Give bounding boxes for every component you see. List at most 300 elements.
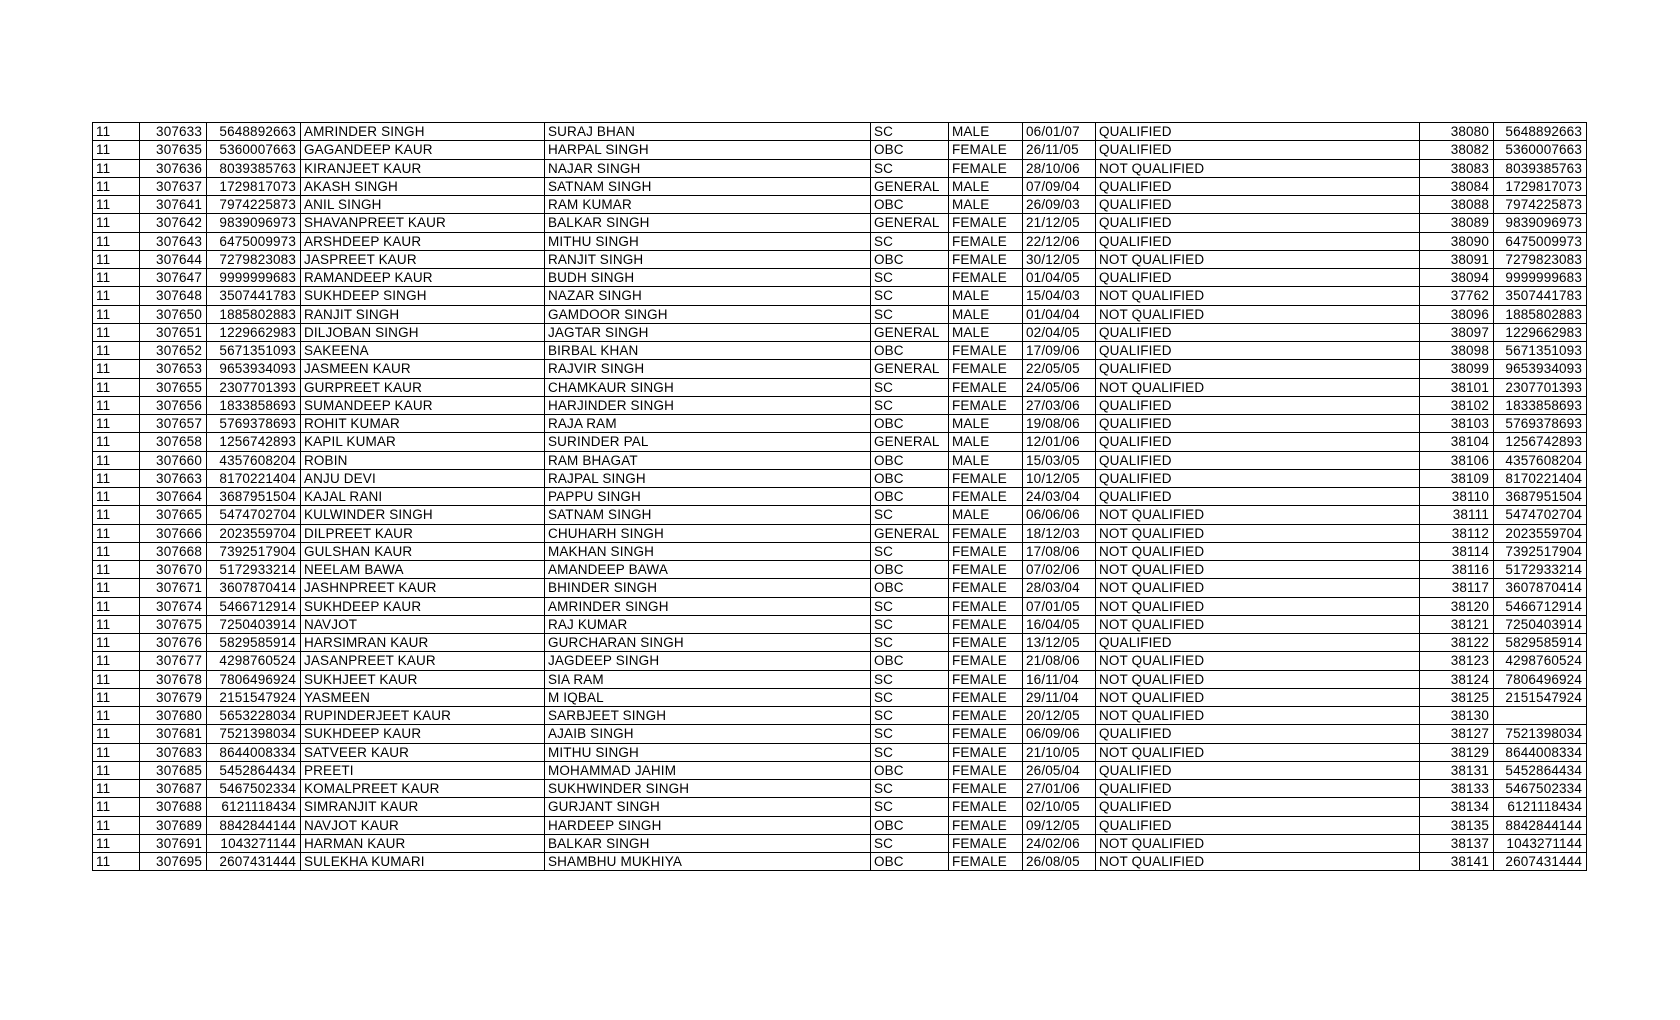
date-of-birth-cell: 19/08/06 xyxy=(1023,415,1096,433)
student-name-cell: SAKEENA xyxy=(301,342,545,360)
date-of-birth-cell: 24/02/06 xyxy=(1023,834,1096,852)
result-status-cell: QUALIFIED xyxy=(1096,323,1420,341)
district-code-cell: 11 xyxy=(93,506,140,524)
table-row xyxy=(93,761,1587,779)
registration-number-cell: 5360007663 xyxy=(207,141,301,159)
serial-number-cell: 38090 xyxy=(1420,232,1494,250)
category-cell: OBC xyxy=(871,196,949,214)
gender-cell: MALE xyxy=(949,177,1023,195)
father-name-cell: JAGTAR SINGH xyxy=(545,323,871,341)
student-name-cell: PREETI xyxy=(301,761,545,779)
serial-number-cell: 37762 xyxy=(1420,287,1494,305)
registration-number-cell: 5769378693 xyxy=(207,415,301,433)
student-name-cell: SUKHDEEP KAUR xyxy=(301,725,545,743)
category-cell: SC xyxy=(871,232,949,250)
result-status-cell: NOT QUALIFIED xyxy=(1096,159,1420,177)
district-code-cell: 11 xyxy=(93,707,140,725)
result-status-cell: QUALIFIED xyxy=(1096,360,1420,378)
student-name-cell: SHAVANPREET KAUR xyxy=(301,214,545,232)
registration-number-cell: 6475009973 xyxy=(207,232,301,250)
category-cell: OBC xyxy=(871,561,949,579)
table-row xyxy=(93,798,1587,816)
result-status-cell: NOT QUALIFIED xyxy=(1096,542,1420,560)
roll-number-cell: 307680 xyxy=(140,707,207,725)
district-code-cell: 11 xyxy=(93,579,140,597)
registration-number-cell: 1229662983 xyxy=(207,323,301,341)
result-status-cell: NOT QUALIFIED xyxy=(1096,305,1420,323)
date-of-birth-cell: 06/09/06 xyxy=(1023,725,1096,743)
gender-cell: FEMALE xyxy=(949,342,1023,360)
roll-number-cell: 307643 xyxy=(140,232,207,250)
serial-number-cell: 38131 xyxy=(1420,761,1494,779)
student-name-cell: SULEKHA KUMARI xyxy=(301,853,545,871)
registration-number-repeat-cell: 5671351093 xyxy=(1494,342,1587,360)
registration-number-repeat-cell: 7279823083 xyxy=(1494,250,1587,268)
district-code-cell: 11 xyxy=(93,451,140,469)
roll-number-cell: 307652 xyxy=(140,342,207,360)
result-status-cell: QUALIFIED xyxy=(1096,415,1420,433)
result-status-cell: NOT QUALIFIED xyxy=(1096,688,1420,706)
roll-number-cell: 307675 xyxy=(140,615,207,633)
student-name-cell: SUKHDEEP KAUR xyxy=(301,597,545,615)
serial-number-cell: 38101 xyxy=(1420,378,1494,396)
registration-number-cell: 5474702704 xyxy=(207,506,301,524)
gender-cell: FEMALE xyxy=(949,469,1023,487)
table-row xyxy=(93,853,1587,871)
result-status-cell: NOT QUALIFIED xyxy=(1096,670,1420,688)
student-name-cell: DILJOBAN SINGH xyxy=(301,323,545,341)
registration-number-cell: 7806496924 xyxy=(207,670,301,688)
result-status-cell: NOT QUALIFIED xyxy=(1096,743,1420,761)
date-of-birth-cell: 15/03/05 xyxy=(1023,451,1096,469)
serial-number-cell: 38121 xyxy=(1420,615,1494,633)
date-of-birth-cell: 13/12/05 xyxy=(1023,634,1096,652)
category-cell: OBC xyxy=(871,488,949,506)
serial-number-cell: 38129 xyxy=(1420,743,1494,761)
roll-number-cell: 307685 xyxy=(140,761,207,779)
table-row xyxy=(93,378,1587,396)
serial-number-cell: 38123 xyxy=(1420,652,1494,670)
district-code-cell: 11 xyxy=(93,287,140,305)
registration-number-cell: 5829585914 xyxy=(207,634,301,652)
gender-cell: FEMALE xyxy=(949,652,1023,670)
student-name-cell: ANIL SINGH xyxy=(301,196,545,214)
serial-number-cell: 38106 xyxy=(1420,451,1494,469)
date-of-birth-cell: 27/01/06 xyxy=(1023,780,1096,798)
table-row xyxy=(93,342,1587,360)
registration-number-cell: 8644008334 xyxy=(207,743,301,761)
serial-number-cell: 38114 xyxy=(1420,542,1494,560)
date-of-birth-cell: 26/09/03 xyxy=(1023,196,1096,214)
table-row xyxy=(93,597,1587,615)
district-code-cell: 11 xyxy=(93,725,140,743)
roll-number-cell: 307674 xyxy=(140,597,207,615)
district-code-cell: 11 xyxy=(93,141,140,159)
result-status-cell: QUALIFIED xyxy=(1096,725,1420,743)
father-name-cell: BUDH SINGH xyxy=(545,269,871,287)
gender-cell: FEMALE xyxy=(949,834,1023,852)
date-of-birth-cell: 17/08/06 xyxy=(1023,542,1096,560)
gender-cell: MALE xyxy=(949,123,1023,141)
gender-cell: FEMALE xyxy=(949,725,1023,743)
table-row xyxy=(93,834,1587,852)
district-code-cell: 11 xyxy=(93,250,140,268)
registration-number-repeat-cell: 8039385763 xyxy=(1494,159,1587,177)
father-name-cell: HARPAL SINGH xyxy=(545,141,871,159)
roll-number-cell: 307650 xyxy=(140,305,207,323)
registration-number-cell: 7974225873 xyxy=(207,196,301,214)
student-name-cell: SUMANDEEP KAUR xyxy=(301,396,545,414)
serial-number-cell: 38112 xyxy=(1420,524,1494,542)
table-row xyxy=(93,433,1587,451)
result-status-cell: QUALIFIED xyxy=(1096,816,1420,834)
registration-number-cell: 9839096973 xyxy=(207,214,301,232)
father-name-cell: JAGDEEP SINGH xyxy=(545,652,871,670)
student-name-cell: ROHIT KUMAR xyxy=(301,415,545,433)
registration-number-repeat-cell: 9839096973 xyxy=(1494,214,1587,232)
district-code-cell: 11 xyxy=(93,597,140,615)
category-cell: SC xyxy=(871,688,949,706)
roll-number-cell: 307660 xyxy=(140,451,207,469)
student-name-cell: SATVEER KAUR xyxy=(301,743,545,761)
registration-number-repeat-cell: 7974225873 xyxy=(1494,196,1587,214)
table-row xyxy=(93,451,1587,469)
category-cell: SC xyxy=(871,506,949,524)
registration-number-repeat-cell: 5474702704 xyxy=(1494,506,1587,524)
table-row xyxy=(93,159,1587,177)
table-row xyxy=(93,415,1587,433)
father-name-cell: BIRBAL KHAN xyxy=(545,342,871,360)
district-code-cell: 11 xyxy=(93,798,140,816)
serial-number-cell: 38141 xyxy=(1420,853,1494,871)
gender-cell: FEMALE xyxy=(949,360,1023,378)
table-row xyxy=(93,141,1587,159)
roll-number-cell: 307663 xyxy=(140,469,207,487)
category-cell: SC xyxy=(871,615,949,633)
registration-number-cell: 2607431444 xyxy=(207,853,301,871)
roll-number-cell: 307657 xyxy=(140,415,207,433)
category-cell: OBC xyxy=(871,141,949,159)
category-cell: OBC xyxy=(871,816,949,834)
registration-number-cell: 5648892663 xyxy=(207,123,301,141)
student-name-cell: NAVJOT xyxy=(301,615,545,633)
date-of-birth-cell: 01/04/05 xyxy=(1023,269,1096,287)
father-name-cell: HARJINDER SINGH xyxy=(545,396,871,414)
roll-number-cell: 307666 xyxy=(140,524,207,542)
date-of-birth-cell: 16/04/05 xyxy=(1023,615,1096,633)
father-name-cell: HARDEEP SINGH xyxy=(545,816,871,834)
registration-number-cell: 2307701393 xyxy=(207,378,301,396)
result-status-cell: QUALIFIED xyxy=(1096,232,1420,250)
roll-number-cell: 307644 xyxy=(140,250,207,268)
serial-number-cell: 38116 xyxy=(1420,561,1494,579)
student-name-cell: JASANPREET KAUR xyxy=(301,652,545,670)
result-status-cell: QUALIFIED xyxy=(1096,451,1420,469)
table-row xyxy=(93,634,1587,652)
father-name-cell: SATNAM SINGH xyxy=(545,506,871,524)
registration-number-repeat-cell: 1229662983 xyxy=(1494,323,1587,341)
father-name-cell: MOHAMMAD JAHIM xyxy=(545,761,871,779)
registration-number-repeat-cell: 6121118434 xyxy=(1494,798,1587,816)
registration-number-cell: 7250403914 xyxy=(207,615,301,633)
gender-cell: FEMALE xyxy=(949,250,1023,268)
table-row xyxy=(93,707,1587,725)
serial-number-cell: 38111 xyxy=(1420,506,1494,524)
gender-cell: FEMALE xyxy=(949,597,1023,615)
result-status-cell: QUALIFIED xyxy=(1096,798,1420,816)
result-status-cell: QUALIFIED xyxy=(1096,469,1420,487)
table-row xyxy=(93,196,1587,214)
serial-number-cell: 38094 xyxy=(1420,269,1494,287)
father-name-cell: AMANDEEP BAWA xyxy=(545,561,871,579)
district-code-cell: 11 xyxy=(93,214,140,232)
serial-number-cell: 38120 xyxy=(1420,597,1494,615)
student-name-cell: DILPREET KAUR xyxy=(301,524,545,542)
registration-number-repeat-cell: 8170221404 xyxy=(1494,469,1587,487)
category-cell: SC xyxy=(871,634,949,652)
registration-number-repeat-cell: 1729817073 xyxy=(1494,177,1587,195)
father-name-cell: CHAMKAUR SINGH xyxy=(545,378,871,396)
father-name-cell: NAJAR SINGH xyxy=(545,159,871,177)
result-status-cell: NOT QUALIFIED xyxy=(1096,506,1420,524)
serial-number-cell: 38089 xyxy=(1420,214,1494,232)
district-code-cell: 11 xyxy=(93,542,140,560)
date-of-birth-cell: 06/06/06 xyxy=(1023,506,1096,524)
gender-cell: FEMALE xyxy=(949,159,1023,177)
serial-number-cell: 38088 xyxy=(1420,196,1494,214)
table-row xyxy=(93,232,1587,250)
result-status-cell: QUALIFIED xyxy=(1096,123,1420,141)
registration-number-cell: 1729817073 xyxy=(207,177,301,195)
gender-cell: FEMALE xyxy=(949,634,1023,652)
district-code-cell: 11 xyxy=(93,396,140,414)
father-name-cell: M IQBAL xyxy=(545,688,871,706)
result-status-cell: NOT QUALIFIED xyxy=(1096,378,1420,396)
category-cell: GENERAL xyxy=(871,524,949,542)
date-of-birth-cell: 21/08/06 xyxy=(1023,652,1096,670)
father-name-cell: GAMDOOR SINGH xyxy=(545,305,871,323)
registration-number-repeat-cell: 4357608204 xyxy=(1494,451,1587,469)
student-name-cell: SUKHJEET KAUR xyxy=(301,670,545,688)
gender-cell: FEMALE xyxy=(949,761,1023,779)
registration-number-cell: 7279823083 xyxy=(207,250,301,268)
father-name-cell: SHAMBHU MUKHIYA xyxy=(545,853,871,871)
serial-number-cell: 38102 xyxy=(1420,396,1494,414)
result-status-cell: QUALIFIED xyxy=(1096,396,1420,414)
category-cell: SC xyxy=(871,287,949,305)
father-name-cell: SURAJ BHAN xyxy=(545,123,871,141)
roll-number-cell: 307677 xyxy=(140,652,207,670)
roll-number-cell: 307695 xyxy=(140,853,207,871)
registration-number-repeat-cell: 5769378693 xyxy=(1494,415,1587,433)
roll-number-cell: 307648 xyxy=(140,287,207,305)
registration-number-repeat-cell: 4298760524 xyxy=(1494,652,1587,670)
registration-number-cell: 1043271144 xyxy=(207,834,301,852)
district-code-cell: 11 xyxy=(93,196,140,214)
roll-number-cell: 307688 xyxy=(140,798,207,816)
gender-cell: FEMALE xyxy=(949,579,1023,597)
registration-number-repeat-cell xyxy=(1494,707,1587,725)
district-code-cell: 11 xyxy=(93,123,140,141)
student-name-cell: KULWINDER SINGH xyxy=(301,506,545,524)
date-of-birth-cell: 24/05/06 xyxy=(1023,378,1096,396)
father-name-cell: AJAIB SINGH xyxy=(545,725,871,743)
roll-number-cell: 307658 xyxy=(140,433,207,451)
date-of-birth-cell: 28/03/04 xyxy=(1023,579,1096,597)
gender-cell: MALE xyxy=(949,415,1023,433)
date-of-birth-cell: 02/04/05 xyxy=(1023,323,1096,341)
table-row xyxy=(93,214,1587,232)
registration-number-repeat-cell: 2023559704 xyxy=(1494,524,1587,542)
category-cell: SC xyxy=(871,834,949,852)
father-name-cell: AMRINDER SINGH xyxy=(545,597,871,615)
roll-number-cell: 307691 xyxy=(140,834,207,852)
student-name-cell: YASMEEN xyxy=(301,688,545,706)
category-cell: OBC xyxy=(871,342,949,360)
roll-number-cell: 307635 xyxy=(140,141,207,159)
registration-number-cell: 3607870414 xyxy=(207,579,301,597)
category-cell: SC xyxy=(871,542,949,560)
serial-number-cell: 38099 xyxy=(1420,360,1494,378)
district-code-cell: 11 xyxy=(93,634,140,652)
registration-number-cell: 8170221404 xyxy=(207,469,301,487)
date-of-birth-cell: 12/01/06 xyxy=(1023,433,1096,451)
student-name-cell: KOMALPREET KAUR xyxy=(301,780,545,798)
father-name-cell: SURINDER PAL xyxy=(545,433,871,451)
date-of-birth-cell: 15/04/03 xyxy=(1023,287,1096,305)
student-name-cell: AMRINDER SINGH xyxy=(301,123,545,141)
result-status-cell: NOT QUALIFIED xyxy=(1096,597,1420,615)
result-status-cell: QUALIFIED xyxy=(1096,196,1420,214)
date-of-birth-cell: 24/03/04 xyxy=(1023,488,1096,506)
date-of-birth-cell: 26/05/04 xyxy=(1023,761,1096,779)
category-cell: SC xyxy=(871,396,949,414)
district-code-cell: 11 xyxy=(93,232,140,250)
table-row xyxy=(93,816,1587,834)
district-code-cell: 11 xyxy=(93,177,140,195)
gender-cell: MALE xyxy=(949,433,1023,451)
registration-number-repeat-cell: 5829585914 xyxy=(1494,634,1587,652)
table-row xyxy=(93,269,1587,287)
student-name-cell: ARSHDEEP KAUR xyxy=(301,232,545,250)
district-code-cell: 11 xyxy=(93,761,140,779)
serial-number-cell: 38133 xyxy=(1420,780,1494,798)
serial-number-cell: 38130 xyxy=(1420,707,1494,725)
student-name-cell: ANJU DEVI xyxy=(301,469,545,487)
student-name-cell: ROBIN xyxy=(301,451,545,469)
category-cell: SC xyxy=(871,725,949,743)
roll-number-cell: 307636 xyxy=(140,159,207,177)
registration-number-repeat-cell: 5452864434 xyxy=(1494,761,1587,779)
serial-number-cell: 38122 xyxy=(1420,634,1494,652)
student-name-cell: RAMANDEEP KAUR xyxy=(301,269,545,287)
father-name-cell: SUKHWINDER SINGH xyxy=(545,780,871,798)
registration-number-repeat-cell: 1885802883 xyxy=(1494,305,1587,323)
registration-number-repeat-cell: 9999999683 xyxy=(1494,269,1587,287)
gender-cell: FEMALE xyxy=(949,542,1023,560)
father-name-cell: MAKHAN SINGH xyxy=(545,542,871,560)
table-row xyxy=(93,360,1587,378)
table-row xyxy=(93,488,1587,506)
father-name-cell: PAPPU SINGH xyxy=(545,488,871,506)
table-row xyxy=(93,579,1587,597)
gender-cell: FEMALE xyxy=(949,141,1023,159)
father-name-cell: MITHU SINGH xyxy=(545,743,871,761)
student-name-cell: SIMRANJIT KAUR xyxy=(301,798,545,816)
gender-cell: FEMALE xyxy=(949,816,1023,834)
student-name-cell: NAVJOT KAUR xyxy=(301,816,545,834)
student-name-cell: GAGANDEEP KAUR xyxy=(301,141,545,159)
father-name-cell: SARBJEET SINGH xyxy=(545,707,871,725)
district-code-cell: 11 xyxy=(93,816,140,834)
serial-number-cell: 38098 xyxy=(1420,342,1494,360)
gender-cell: FEMALE xyxy=(949,780,1023,798)
student-name-cell: GURPREET KAUR xyxy=(301,378,545,396)
district-code-cell: 11 xyxy=(93,780,140,798)
category-cell: SC xyxy=(871,670,949,688)
roll-number-cell: 307664 xyxy=(140,488,207,506)
serial-number-cell: 38124 xyxy=(1420,670,1494,688)
roll-number-cell: 307668 xyxy=(140,542,207,560)
result-status-cell: NOT QUALIFIED xyxy=(1096,834,1420,852)
table-row xyxy=(93,323,1587,341)
date-of-birth-cell: 21/10/05 xyxy=(1023,743,1096,761)
result-status-cell: NOT QUALIFIED xyxy=(1096,652,1420,670)
registration-number-repeat-cell: 3687951504 xyxy=(1494,488,1587,506)
registration-number-cell: 4357608204 xyxy=(207,451,301,469)
father-name-cell: RAJPAL SINGH xyxy=(545,469,871,487)
serial-number-cell: 38103 xyxy=(1420,415,1494,433)
gender-cell: FEMALE xyxy=(949,615,1023,633)
registration-number-repeat-cell: 5360007663 xyxy=(1494,141,1587,159)
registration-number-repeat-cell: 3507441783 xyxy=(1494,287,1587,305)
roll-number-cell: 307679 xyxy=(140,688,207,706)
category-cell: OBC xyxy=(871,451,949,469)
student-name-cell: HARMAN KAUR xyxy=(301,834,545,852)
student-name-cell: RUPINDERJEET KAUR xyxy=(301,707,545,725)
father-name-cell: SIA RAM xyxy=(545,670,871,688)
father-name-cell: RAJVIR SINGH xyxy=(545,360,871,378)
result-table xyxy=(92,122,1587,871)
registration-number-repeat-cell: 5466712914 xyxy=(1494,597,1587,615)
gender-cell: FEMALE xyxy=(949,269,1023,287)
registration-number-cell: 5467502334 xyxy=(207,780,301,798)
category-cell: SC xyxy=(871,123,949,141)
date-of-birth-cell: 07/09/04 xyxy=(1023,177,1096,195)
date-of-birth-cell: 30/12/05 xyxy=(1023,250,1096,268)
registration-number-cell: 5172933214 xyxy=(207,561,301,579)
registration-number-repeat-cell: 5648892663 xyxy=(1494,123,1587,141)
roll-number-cell: 307681 xyxy=(140,725,207,743)
table-row xyxy=(93,287,1587,305)
registration-number-repeat-cell: 1833858693 xyxy=(1494,396,1587,414)
father-name-cell: RAJ KUMAR xyxy=(545,615,871,633)
roll-number-cell: 307651 xyxy=(140,323,207,341)
roll-number-cell: 307665 xyxy=(140,506,207,524)
date-of-birth-cell: 10/12/05 xyxy=(1023,469,1096,487)
roll-number-cell: 307633 xyxy=(140,123,207,141)
district-code-cell: 11 xyxy=(93,688,140,706)
category-cell: OBC xyxy=(871,853,949,871)
registration-number-repeat-cell: 7806496924 xyxy=(1494,670,1587,688)
table-row xyxy=(93,615,1587,633)
table-body xyxy=(93,123,1587,871)
date-of-birth-cell: 22/05/05 xyxy=(1023,360,1096,378)
date-of-birth-cell: 02/10/05 xyxy=(1023,798,1096,816)
date-of-birth-cell: 21/12/05 xyxy=(1023,214,1096,232)
result-status-cell: QUALIFIED xyxy=(1096,214,1420,232)
district-code-cell: 11 xyxy=(93,469,140,487)
